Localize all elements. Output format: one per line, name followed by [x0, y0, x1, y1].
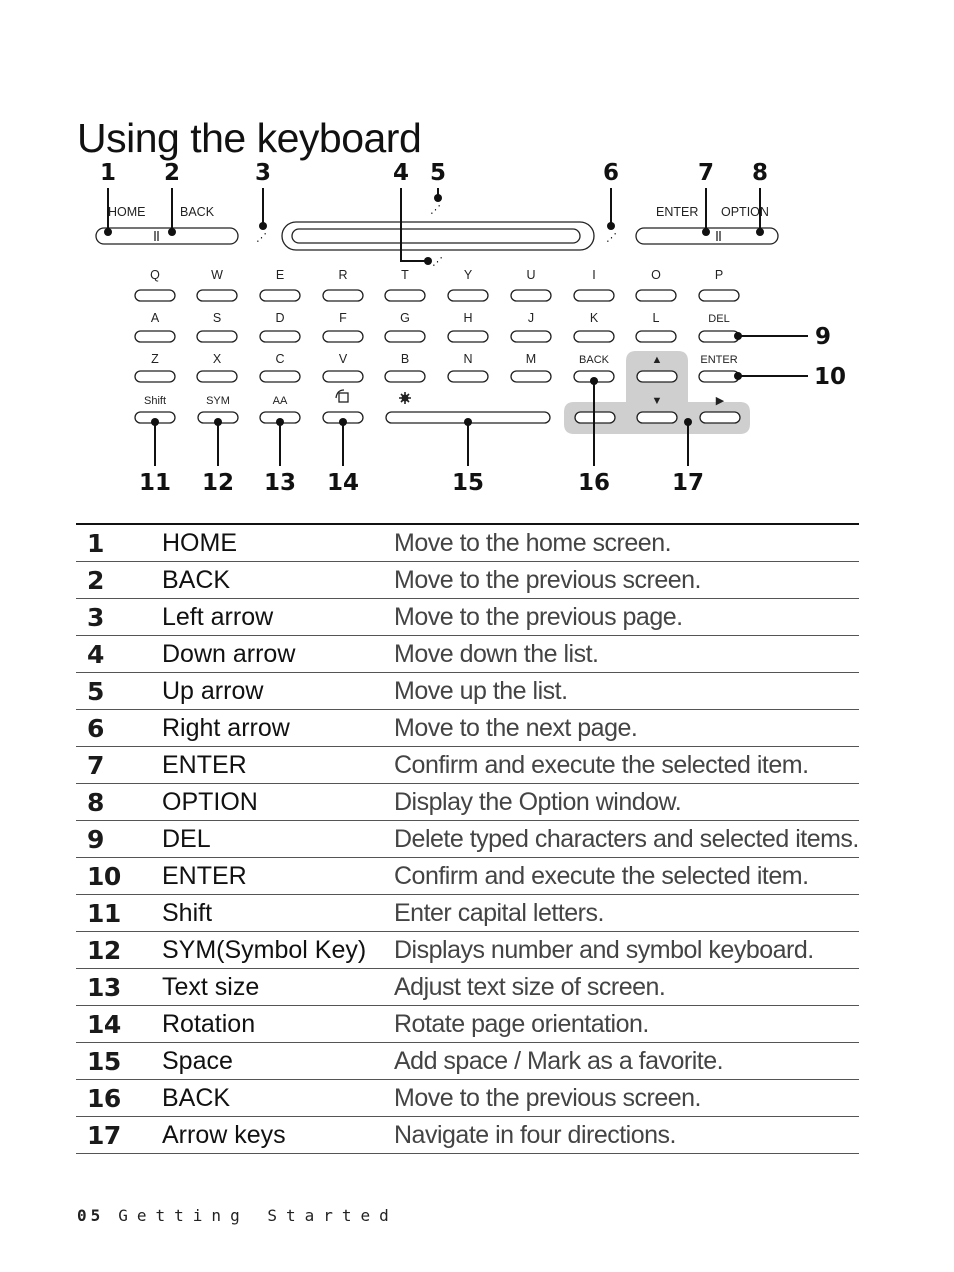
callout-4: 4 — [392, 160, 410, 186]
key-cap — [636, 290, 676, 301]
callout-16: 16 — [577, 470, 611, 496]
right-arrow-mark: ⋰ — [606, 232, 617, 244]
legend-key-name: SYM(Symbol Key) — [162, 932, 394, 969]
key-cap — [135, 290, 175, 301]
legend-row — [76, 932, 859, 969]
legend-row — [76, 524, 859, 562]
key-cap — [385, 290, 425, 301]
legend-description: Add space / Mark as a favorite. — [394, 1043, 859, 1080]
rotation-icon — [336, 390, 348, 402]
key-label: L — [652, 311, 660, 325]
callout-8: 8 — [751, 160, 769, 186]
key-label: H — [463, 311, 473, 325]
key-cap — [511, 290, 551, 301]
legend-number: 17 — [76, 1117, 162, 1154]
key-cap — [574, 290, 614, 301]
key-cap — [511, 331, 551, 342]
legend-key-name: Left arrow — [162, 599, 394, 636]
legend-description: Display the Option window. — [394, 784, 859, 821]
key-label: R — [338, 268, 348, 282]
key-label: J — [527, 311, 535, 325]
key-label: Z — [151, 352, 159, 366]
legend-number: 1 — [76, 524, 162, 562]
legend-description: Rotate page orientation. — [394, 1006, 859, 1043]
legend-key-name: OPTION — [162, 784, 394, 821]
callout-11: 11 — [138, 470, 172, 496]
key-label: F — [339, 311, 347, 325]
key-cap — [699, 290, 739, 301]
key-cap — [448, 290, 488, 301]
legend-key-name: Up arrow — [162, 673, 394, 710]
key-cap — [385, 331, 425, 342]
key-cap — [699, 371, 739, 382]
key-label: W — [211, 268, 223, 282]
key-cap — [197, 331, 237, 342]
key-cap — [448, 371, 488, 382]
legend-number: 12 — [76, 932, 162, 969]
callout-1: 1 — [99, 160, 117, 186]
option-top-label: OPTION — [721, 205, 769, 219]
enter-top-label: ENTER — [656, 205, 699, 219]
key-label: M — [525, 352, 537, 366]
legend-description: Move to the previous page. — [394, 599, 859, 636]
page-title: Using the keyboard — [77, 115, 422, 162]
callout-12: 12 — [201, 470, 235, 496]
legend-description: Delete typed characters and selected items. — [394, 821, 859, 858]
legend-number: 15 — [76, 1043, 162, 1080]
legend-description: Move to the home screen. — [394, 524, 859, 562]
legend-key-name: DEL — [162, 821, 394, 858]
legend-row — [76, 599, 859, 636]
legend-description: Move down the list. — [394, 636, 859, 673]
back-key-label: BACK — [180, 205, 215, 219]
legend-row — [76, 562, 859, 599]
star-icon — [399, 392, 411, 404]
key-label: A — [150, 311, 160, 325]
key-cap — [260, 371, 300, 382]
legend-row — [76, 858, 859, 895]
legend-description: Move to the previous screen. — [394, 1080, 859, 1117]
legend-key-name: ENTER — [162, 858, 394, 895]
key-cap — [574, 331, 614, 342]
legend-number: 7 — [76, 747, 162, 784]
key-label: Q — [150, 268, 160, 282]
legend-row — [76, 821, 859, 858]
legend-description: Confirm and execute the selected item. — [394, 858, 859, 895]
right-arrow-key — [700, 412, 740, 423]
legend-key-name: HOME — [162, 524, 394, 562]
key-cap — [448, 331, 488, 342]
home-key-label: HOME — [108, 205, 146, 219]
legend-row — [76, 784, 859, 821]
legend-row — [76, 710, 859, 747]
legend-description: Enter capital letters. — [394, 895, 859, 932]
legend-row — [76, 895, 859, 932]
legend-number: 2 — [76, 562, 162, 599]
key-label: P — [714, 268, 724, 282]
key-label: ENTER — [700, 354, 738, 366]
key-label: U — [526, 268, 536, 282]
legend-number: 13 — [76, 969, 162, 1006]
key-label: O — [651, 268, 661, 282]
section-name: Getting Started — [118, 1206, 398, 1225]
legend-number: 10 — [76, 858, 162, 895]
legend-key-name: Right arrow — [162, 710, 394, 747]
key-label: C — [275, 352, 285, 366]
key-legend-table — [76, 523, 859, 1154]
key-cap — [699, 331, 739, 342]
legend-row — [76, 1043, 859, 1080]
callout-2: 2 — [163, 160, 181, 186]
key-cap — [636, 331, 676, 342]
up-arrow-mark: ⋰ — [430, 204, 441, 216]
legend-description: Move to the previous screen. — [394, 562, 859, 599]
key-label: S — [212, 311, 222, 325]
legend-key-name: Arrow keys — [162, 1117, 394, 1154]
legend-number: 3 — [76, 599, 162, 636]
up-arrow-key — [637, 371, 677, 382]
down-arrow-glyph: ▼ — [651, 395, 663, 407]
key-cap — [135, 331, 175, 342]
legend-key-name: BACK — [162, 1080, 394, 1117]
legend-description: Displays number and symbol keyboard. — [394, 932, 859, 969]
key-cap — [323, 290, 363, 301]
callout-5: 5 — [429, 160, 447, 186]
key-label: X — [212, 352, 222, 366]
callout-15: 15 — [451, 470, 485, 496]
callout-13: 13 — [263, 470, 297, 496]
key-label: T — [401, 268, 409, 282]
legend-number: 9 — [76, 821, 162, 858]
text-size-key-label: AA — [272, 395, 288, 407]
shift-key-label: Shift — [143, 395, 167, 407]
callout-10: 10 — [814, 364, 847, 390]
callout-9: 9 — [815, 324, 832, 350]
legend-row — [76, 1080, 859, 1117]
left-arrow-mark: ⋰ — [256, 232, 267, 244]
legend-number: 11 — [76, 895, 162, 932]
callout-17: 17 — [671, 470, 705, 496]
legend-key-name: Space — [162, 1043, 394, 1080]
down-arrow-mark: ⋰ — [432, 256, 443, 268]
key-label: BACK — [579, 354, 609, 366]
key-label: V — [338, 352, 348, 366]
key-cap — [197, 371, 237, 382]
legend-key-name: Shift — [162, 895, 394, 932]
legend-number: 5 — [76, 673, 162, 710]
key-label: D — [275, 311, 285, 325]
legend-key-name: BACK — [162, 562, 394, 599]
right-arrow-glyph: ▶ — [715, 395, 725, 407]
legend-key-name: Text size — [162, 969, 394, 1006]
sym-key-label: SYM — [206, 395, 230, 407]
up-arrow-glyph: ▲ — [651, 354, 663, 366]
legend-number: 16 — [76, 1080, 162, 1117]
legend-row — [76, 1117, 859, 1154]
page-number: 05 — [77, 1206, 105, 1225]
key-label: G — [400, 311, 410, 325]
key-cap — [323, 371, 363, 382]
key-label: I — [592, 268, 596, 282]
legend-description: Adjust text size of screen. — [394, 969, 859, 1006]
legend-key-name: Rotation — [162, 1006, 394, 1043]
legend-number: 4 — [76, 636, 162, 673]
key-cap — [511, 371, 551, 382]
key-cap — [323, 331, 363, 342]
legend-description: Move to the next page. — [394, 710, 859, 747]
legend-row — [76, 747, 859, 784]
keyboard-diagram — [0, 150, 954, 500]
legend-description: Move up the list. — [394, 673, 859, 710]
key-label: Y — [463, 268, 473, 282]
callout-14: 14 — [326, 470, 360, 496]
legend-description: Navigate in four directions. — [394, 1117, 859, 1154]
legend-description: Confirm and execute the selected item. — [394, 747, 859, 784]
callout-7: 7 — [697, 160, 715, 186]
legend-key-name: ENTER — [162, 747, 394, 784]
down-arrow-key — [637, 412, 677, 423]
callout-6: 6 — [602, 160, 620, 186]
key-label: K — [589, 311, 599, 325]
legend-number: 14 — [76, 1006, 162, 1043]
key-cap — [260, 331, 300, 342]
legend-row — [76, 969, 859, 1006]
legend-number: 8 — [76, 784, 162, 821]
key-label: B — [400, 352, 410, 366]
key-label: E — [275, 268, 285, 282]
callout-3: 3 — [254, 160, 272, 186]
legend-row — [76, 1006, 859, 1043]
key-cap — [197, 290, 237, 301]
legend-row — [76, 673, 859, 710]
key-cap — [260, 290, 300, 301]
key-label: N — [463, 352, 473, 366]
legend-key-name: Down arrow — [162, 636, 394, 673]
home-back-key — [96, 228, 238, 244]
legend-row — [76, 636, 859, 673]
key-label: DEL — [708, 313, 730, 325]
key-cap — [385, 371, 425, 382]
key-cap — [135, 371, 175, 382]
page-footer — [77, 1206, 398, 1225]
legend-number: 6 — [76, 710, 162, 747]
